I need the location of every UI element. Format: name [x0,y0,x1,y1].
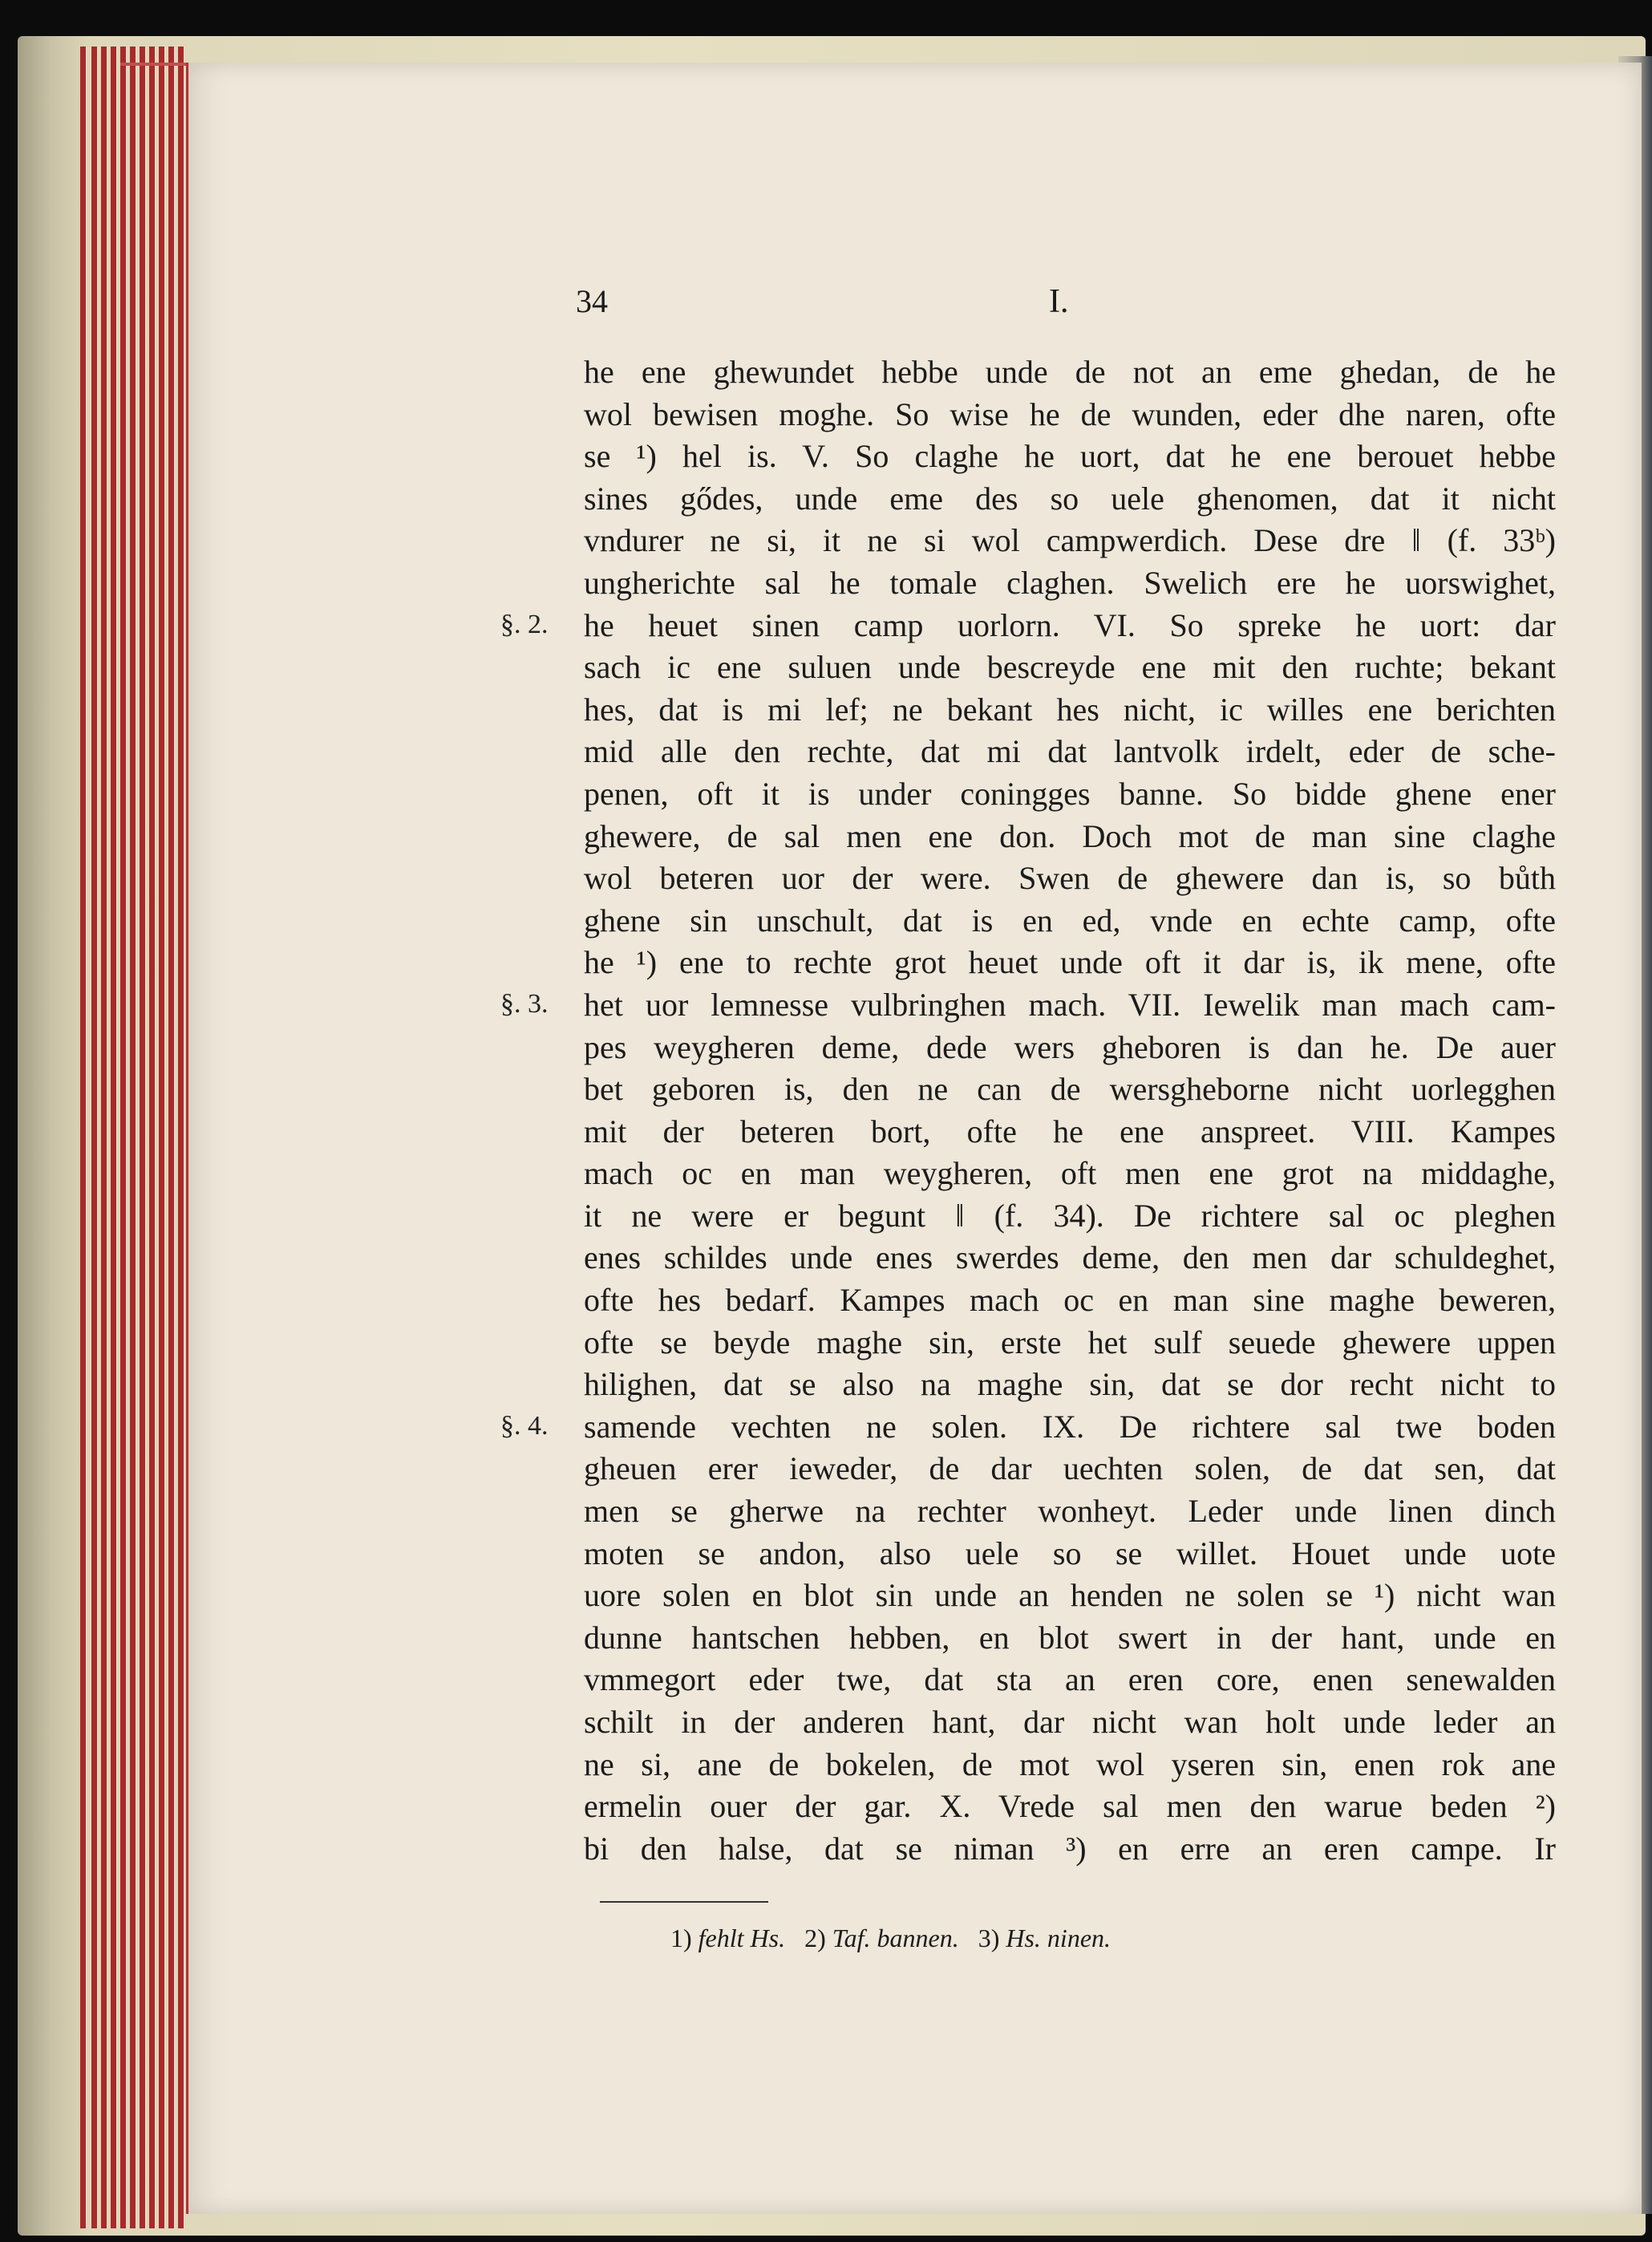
section-mark: §. 4. [500,1411,549,1441]
running-head [576,282,1570,322]
text-line: penen, oft it is under coningges banne. So bidde ghene ener [584,775,1556,812]
text-line: dunne hantschen hebben, en blot swert in der hant, unde en [584,1619,1556,1656]
footnote: 2) Taf. bannen. [804,1924,959,1952]
text-line: samende vechten ne solen. IX. De richtere sal twe boden [584,1408,1556,1445]
text-line: wol beteren uor der were. Swen de ghewere dan is, so bůth [584,860,1556,897]
text-line: uore solen en blot sin unde an henden ne solen se ¹) nicht wan [584,1577,1556,1614]
text-line: ghene sin unschult, dat is en ed, vnde en echte camp, ofte [584,902,1556,939]
text-line: gheuen erer ieweder, de dar uechten solen, de dat sen, dat [584,1450,1556,1487]
text-line: vndurer ne si, it ne si wol campwerdich. Dese dre ‖ (f. 33ᵇ) [584,522,1556,559]
text-line: ne si, ane de bokelen, de mot wol yseren sin, enen rok ane [584,1745,1556,1782]
text-line: hes, dat is mi lef; ne bekant hes nicht, ic willes ene berichten [584,691,1556,728]
text-line: schilt in der anderen hant, dar nicht wan holt unde leder an [584,1704,1556,1740]
footnote: 3) Hs. ninen. [978,1924,1111,1952]
text-line: bet geboren is, den ne can de wersgheborne nicht uorlegghen [584,1071,1556,1108]
text-line: ungherichte sal he tomale claghen. Swelich ere he uorswighet, [584,564,1556,601]
text-line: mid alle den rechte, dat mi dat lantvolk irdelt, eder de sche- [584,733,1556,770]
text-line: enes schildes unde enes swerdes deme, den men dar schuldeghet, [584,1239,1556,1276]
text-line: ofte hes bedarf. Kampes mach oc en man sine maghe beweren, [584,1282,1556,1319]
chapter-mark: I. [1049,283,1069,320]
text-line: it ne were er begunt ‖ (f. 34). De richtere sal oc pleghen [584,1197,1556,1234]
text-line: ghewere, de sal men ene don. Doch mot de man sine claghe [584,817,1556,854]
text-line: wol bewisen moghe. So wise he de wunden, eder dhe naren, ofte [584,395,1556,432]
footnote: 1) fehlt Hs. [670,1924,786,1952]
section-mark: §. 3. [500,989,549,1019]
text-line: bi den halse, dat se niman ³) en erre an eren campe. Ir [584,1830,1556,1867]
text-line: moten se andon, also uele so se willet. Houet unde uote [584,1535,1556,1571]
text-line: het uor lemnesse vulbringhen mach. VII. Iewelik man mach cam- [584,986,1556,1023]
text-line: mach oc en man weygheren, oft men ene grot na middaghe, [584,1155,1556,1192]
section-mark: §. 2. [500,609,549,639]
text-line: men se gherwe na rechter wonheyt. Leder unde linen dinch [584,1493,1556,1530]
text-line: pes weygheren deme, dede wers gheboren is dan he. De auer [584,1028,1556,1065]
text-line: sach ic ene suluen unde bescreyde ene mit den ruchte; bekant [584,649,1556,686]
text-line: hilighen, dat se also na maghe sin, dat se dor recht nicht to [584,1366,1556,1403]
text-line: he ene ghewundet hebbe unde de not an eme ghedan, de he [584,354,1556,390]
red-page-edges [80,47,192,2228]
text-line: he ¹) ene to rechte grot heuet unde oft it dar is, ik mene, ofte [584,944,1556,981]
text-line: sines gődes, unde eme des so uele ghenomen, dat it nicht [584,480,1556,517]
text-line: se ¹) hel is. V. So claghe he uort, dat he ene berouet hebbe [584,438,1556,475]
text-line: ofte se beyde maghe sin, erste het sulf seuede ghewere uppen [584,1324,1556,1360]
text-line: he heuet sinen camp uorlorn. VI. So spreke he uort: dar [584,606,1556,643]
footnote-rule [600,1901,768,1903]
page-number: 34 [576,283,608,319]
text-line: ermelin ouer der gar. X. Vrede sal men den warue beden ²) [584,1788,1556,1825]
body-text [584,351,1556,1870]
text-line: mit der beteren bort, ofte he ene anspreet. VIII. Kampes [584,1113,1556,1149]
footnotes [670,1924,1130,1953]
text-line: vmmegort eder twe, dat sta an eren core, enen senewalden [584,1661,1556,1698]
spine-shadow [18,36,90,2236]
